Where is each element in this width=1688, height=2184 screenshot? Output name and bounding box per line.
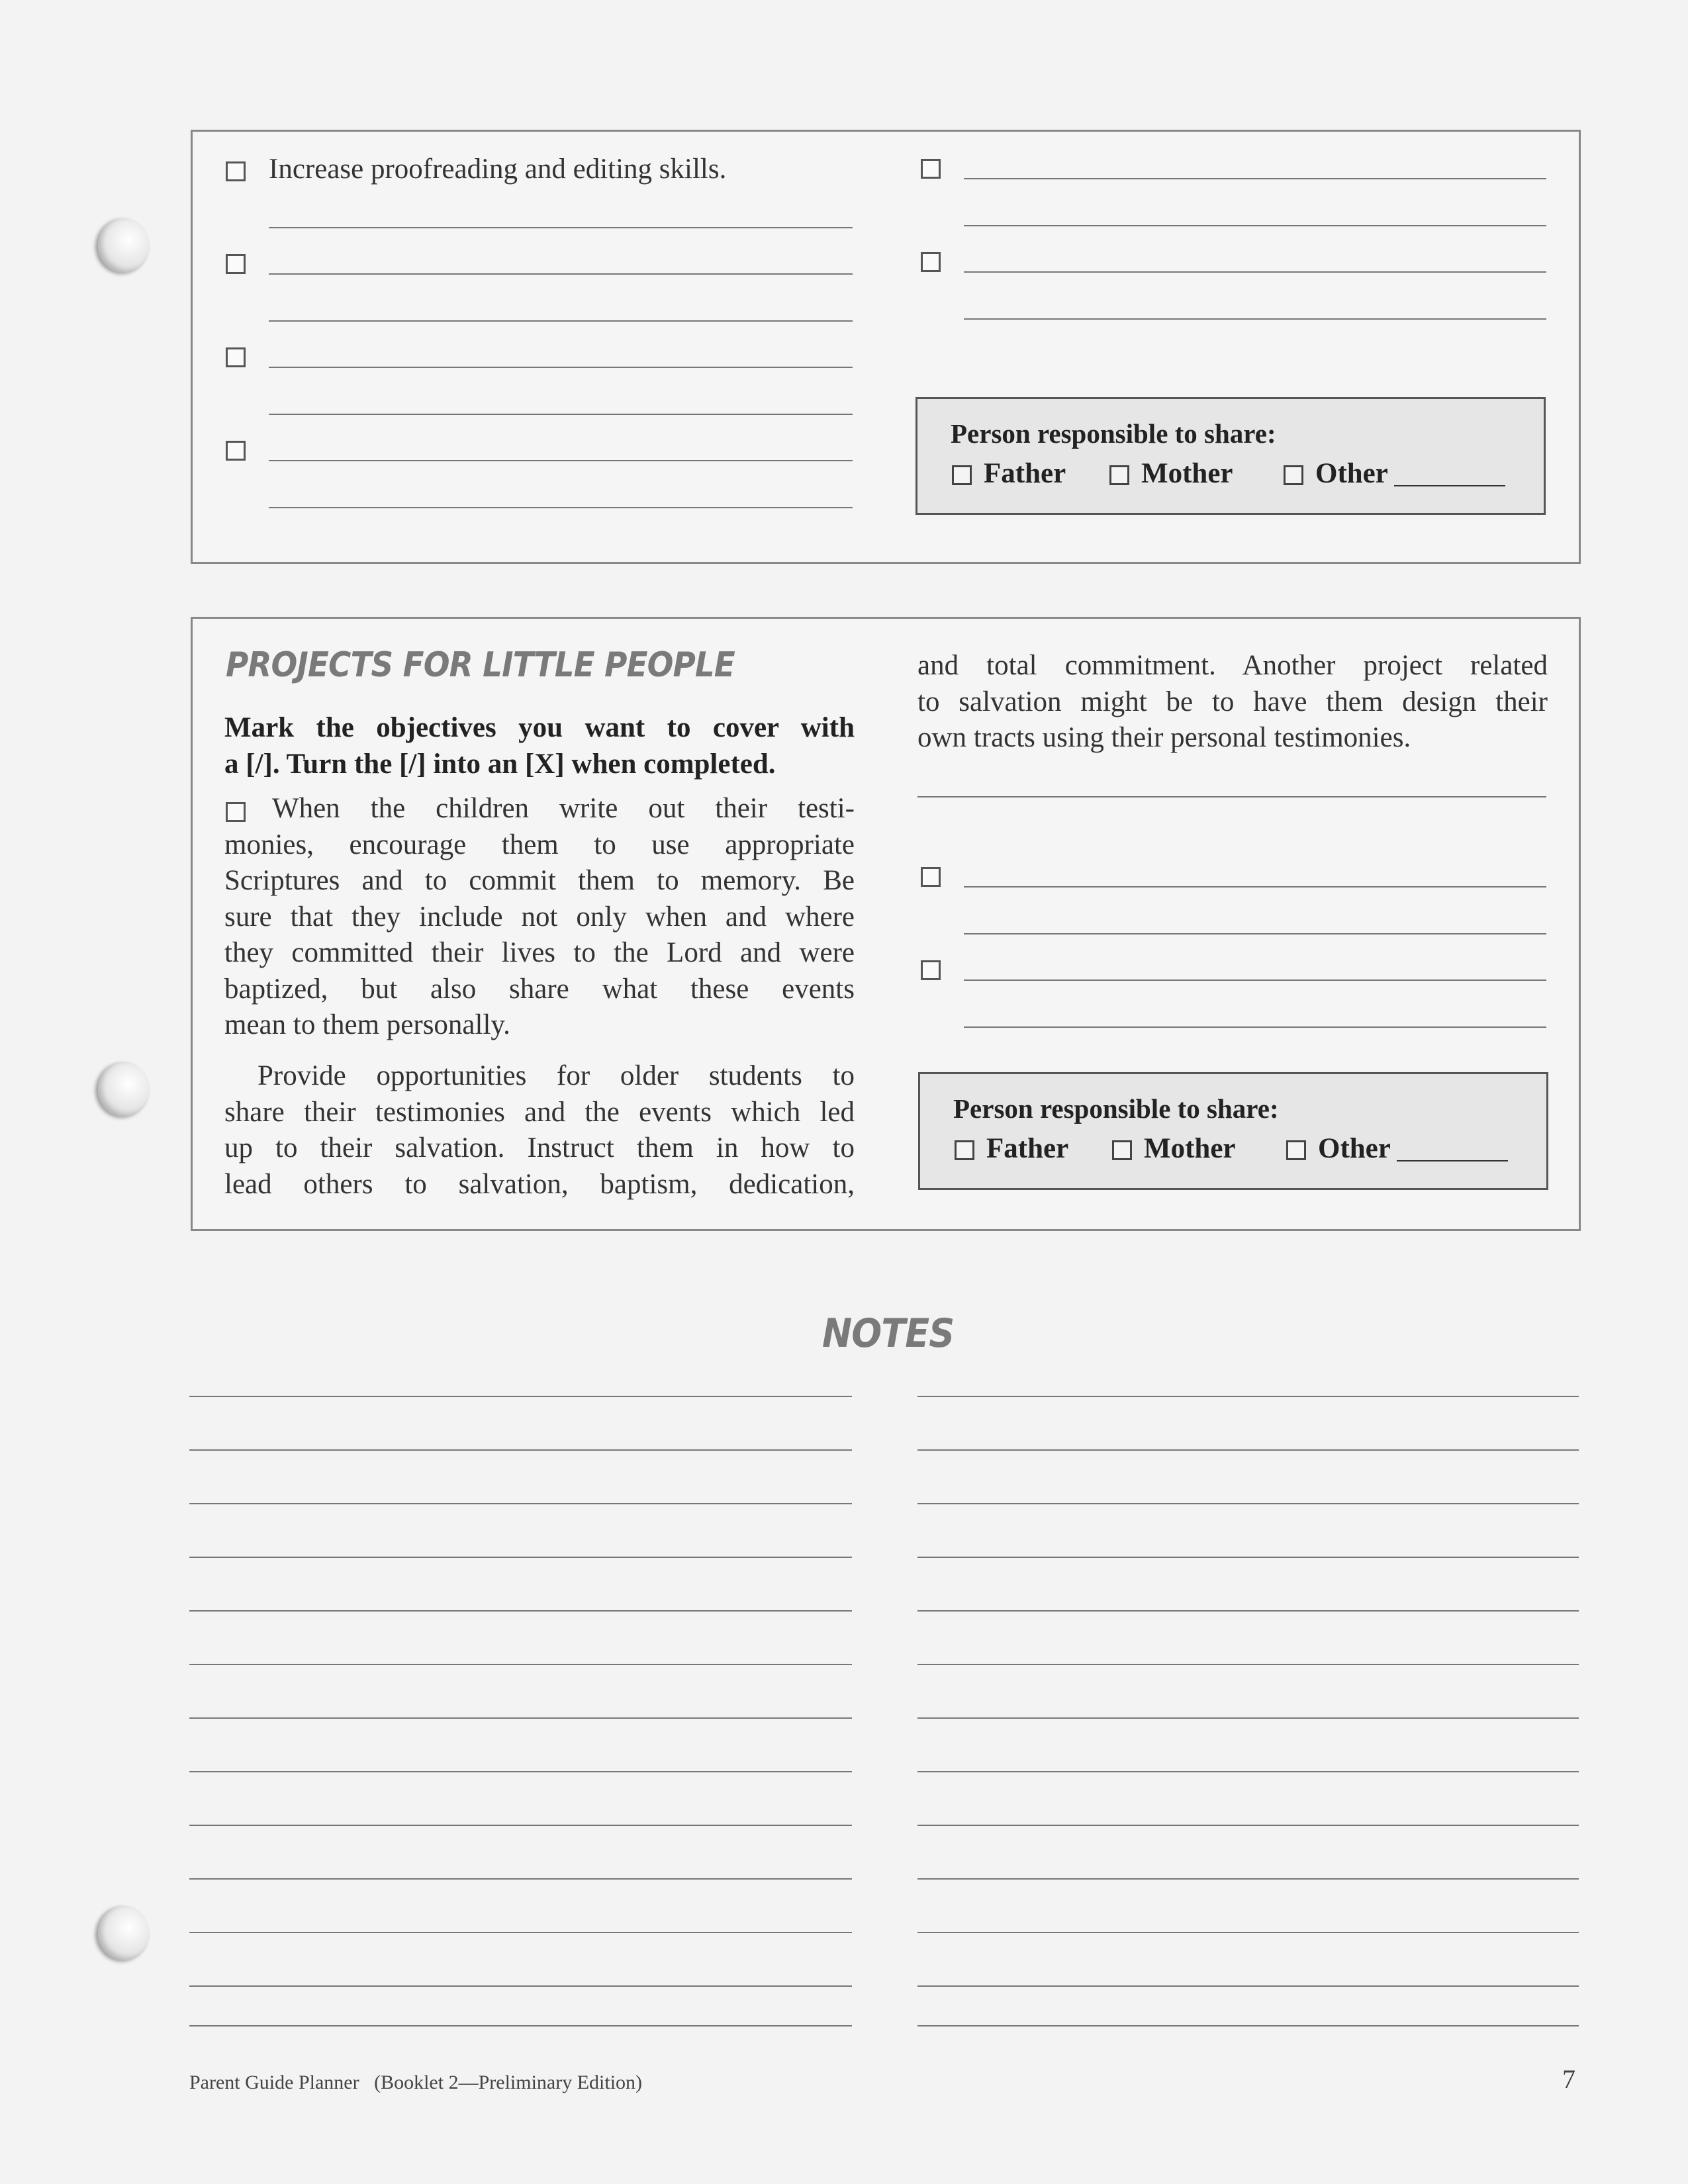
write-in-line[interactable] (964, 178, 1546, 179)
note-line[interactable] (189, 1932, 852, 1933)
note-line[interactable] (917, 1503, 1579, 1504)
paragraph-line: mean to them personally. (224, 1009, 510, 1040)
objective-checkbox[interactable] (226, 254, 246, 274)
father-label: Father (986, 1133, 1069, 1164)
note-line[interactable] (917, 1449, 1579, 1451)
write-in-line[interactable] (964, 318, 1546, 320)
note-line[interactable] (917, 1717, 1579, 1719)
other-label: Other (1315, 458, 1388, 489)
mother-label: Mother (1144, 1133, 1236, 1164)
mother-label: Mother (1141, 458, 1233, 489)
write-in-line[interactable] (269, 367, 853, 368)
mother-checkbox[interactable] (1112, 1140, 1132, 1160)
note-line[interactable] (917, 1985, 1579, 1987)
objective-checkbox[interactable] (226, 161, 246, 181)
instruction-line: a [/]. Turn the [/] into an [X] when completed. (224, 748, 776, 780)
paragraph-line: to salvation might be to have them design their (917, 686, 1548, 717)
paragraph-line: share their testimonies and the events which led (224, 1096, 855, 1128)
other-write-in-line[interactable] (1394, 485, 1505, 486)
objective-text: Increase proofreading and editing skills. (269, 154, 727, 185)
write-in-line[interactable] (917, 796, 1546, 797)
write-in-line[interactable] (964, 979, 1546, 981)
paragraph-line: monies, encourage them to use appropriate (224, 829, 855, 860)
paragraph-line: they committed their lives to the Lord and were (224, 937, 855, 968)
section-heading: PROJECTS FOR LITTLE PEOPLE (226, 645, 735, 685)
paragraph-line: Provide opportunities for older students to (258, 1060, 855, 1091)
binder-hole (98, 1062, 150, 1116)
paragraph-line: When the children write out their testi- (272, 793, 855, 824)
write-in-line[interactable] (269, 227, 853, 228)
project-paragraph-1 (224, 791, 855, 1044)
father-checkbox[interactable] (955, 1140, 974, 1160)
instructions (224, 710, 855, 782)
note-line[interactable] (917, 1932, 1579, 1933)
mother-checkbox[interactable] (1109, 465, 1129, 485)
paragraph-line: baptized, but also share what these events (224, 973, 855, 1005)
other-checkbox[interactable] (1284, 465, 1303, 485)
note-line[interactable] (917, 1771, 1579, 1772)
write-in-line[interactable] (269, 273, 853, 275)
note-line[interactable] (917, 1396, 1579, 1397)
note-line[interactable] (189, 1449, 852, 1451)
objective-checkbox[interactable] (226, 441, 246, 461)
share-title: Person responsible to share: (953, 1093, 1279, 1124)
write-in-line[interactable] (964, 1026, 1546, 1028)
note-line[interactable] (917, 1557, 1579, 1558)
person-responsible-box (918, 1072, 1548, 1190)
write-in-line[interactable] (269, 507, 853, 508)
other-write-in-line[interactable] (1397, 1160, 1508, 1161)
project-checkbox[interactable] (921, 960, 941, 980)
father-checkbox[interactable] (952, 465, 972, 485)
note-line[interactable] (917, 1825, 1579, 1826)
note-line[interactable] (917, 1664, 1579, 1665)
binder-hole (98, 1906, 150, 1960)
father-label: Father (984, 458, 1066, 489)
note-line[interactable] (189, 1664, 852, 1665)
note-line[interactable] (189, 1396, 852, 1397)
little-people-box (191, 617, 1581, 1231)
page-number: 7 (1562, 2064, 1575, 2094)
write-in-line[interactable] (269, 460, 853, 461)
note-line[interactable] (189, 2025, 852, 2026)
project-checkbox[interactable] (921, 867, 941, 887)
note-line[interactable] (189, 1717, 852, 1719)
objective-checkbox[interactable] (921, 159, 941, 179)
paragraph-line: sure that they include not only when and where (224, 901, 855, 933)
footer-title: Parent Guide Planner (Booklet 2—Preliminary Edition) (189, 2071, 643, 2093)
note-line[interactable] (189, 1610, 852, 1612)
note-line[interactable] (189, 1771, 852, 1772)
paragraph-line: up to their salvation. Instruct them in how to (224, 1132, 855, 1163)
objective-checkbox[interactable] (921, 252, 941, 272)
write-in-line[interactable] (964, 271, 1546, 273)
paragraph-line: Scriptures and to commit them to memory. Be (224, 865, 855, 896)
binder-hole (98, 218, 150, 273)
note-line[interactable] (917, 1610, 1579, 1612)
objective-checkbox[interactable] (226, 347, 246, 367)
paragraph-line: own tracts using their personal testimonies. (917, 722, 1411, 753)
other-checkbox[interactable] (1286, 1140, 1306, 1160)
note-line[interactable] (189, 1557, 852, 1558)
note-line[interactable] (189, 1985, 852, 1987)
project-paragraph-3 (917, 648, 1548, 756)
paragraph-line: and total commitment. Another project related (917, 650, 1548, 681)
instruction-line: Mark the objectives you want to cover with (224, 712, 855, 743)
note-line[interactable] (917, 2025, 1579, 2026)
write-in-line[interactable] (964, 933, 1546, 934)
write-in-line[interactable] (964, 225, 1546, 226)
paragraph-line: lead others to salvation, baptism, dedication, (224, 1168, 855, 1200)
other-label: Other (1318, 1133, 1391, 1164)
share-title: Person responsible to share: (951, 418, 1276, 449)
notes-heading: NOTES (822, 1310, 955, 1357)
write-in-line[interactable] (964, 886, 1546, 887)
note-line[interactable] (189, 1503, 852, 1504)
objectives-box (191, 130, 1581, 564)
person-responsible-box (915, 397, 1546, 515)
project-paragraph-2 (224, 1058, 855, 1203)
note-line[interactable] (189, 1825, 852, 1826)
note-line[interactable] (189, 1878, 852, 1880)
write-in-line[interactable] (269, 414, 853, 415)
note-line[interactable] (917, 1878, 1579, 1880)
write-in-line[interactable] (269, 320, 853, 322)
